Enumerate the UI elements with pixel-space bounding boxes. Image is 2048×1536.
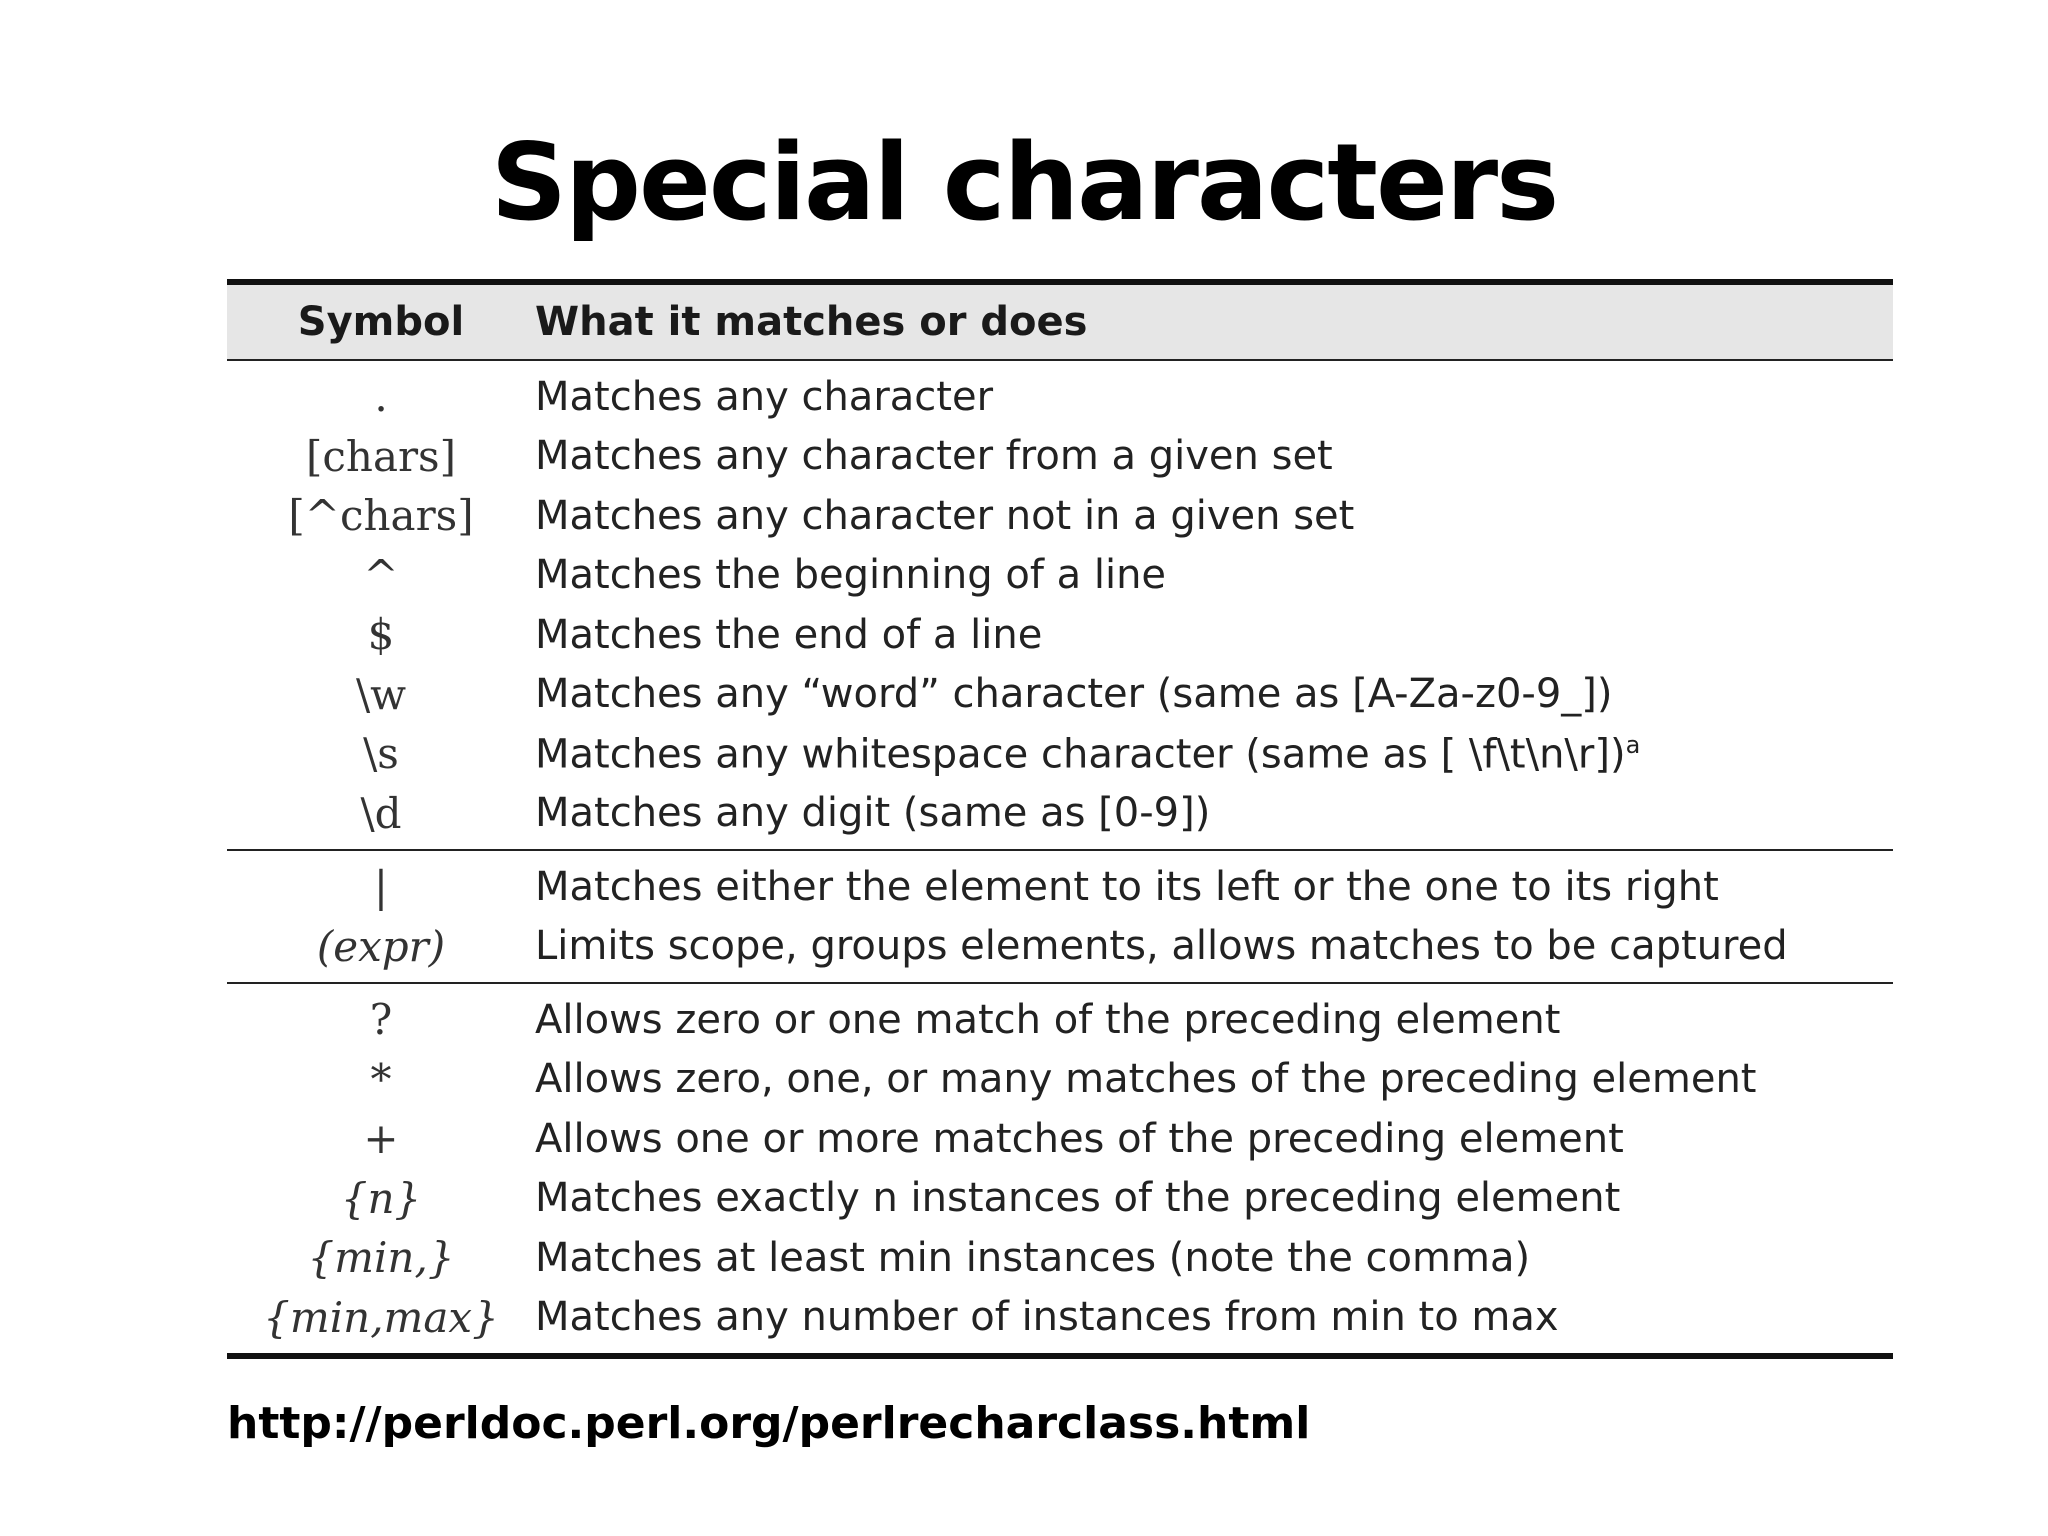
symbol-cell: + — [363, 1114, 399, 1164]
description-cell: Matches any “word” character (same as [A-Za-z0-9_]) — [535, 671, 1613, 718]
table-row — [227, 1228, 1893, 1288]
table-row — [227, 857, 1893, 917]
source-link[interactable]: http://perldoc.perl.org/perlrecharclass.html — [227, 1398, 1311, 1449]
description-cell: Matches the end of a line — [535, 611, 1043, 658]
symbol-cell: \w — [355, 669, 407, 719]
description-cell: Matches any character — [535, 373, 994, 420]
description-cell: Allows zero or one match of the preceding element — [535, 996, 1561, 1043]
table-group-quantifiers — [227, 982, 1893, 1353]
table-group-alternation — [227, 849, 1893, 982]
symbol-cell: * — [370, 1054, 392, 1104]
table-row — [227, 486, 1893, 546]
symbol-cell: $ — [367, 610, 395, 660]
symbol-cell: [^chars] — [288, 491, 474, 541]
description-text: Matches any whitespace character (same as [ \f\t\n\r]) — [535, 730, 1626, 777]
symbol-cell: \s — [363, 729, 399, 779]
symbol-cell: {min,max} — [263, 1292, 499, 1342]
symbol-cell: ^ — [363, 550, 399, 600]
description-cell: Limits scope, groups elements, allows matches to be captured — [535, 923, 1788, 970]
table-group-basic — [227, 361, 1893, 849]
table-row — [227, 546, 1893, 606]
footnote-marker: a — [1625, 730, 1641, 759]
header-description: What it matches or does — [535, 299, 1088, 345]
symbol-cell: (expr) — [316, 921, 446, 971]
table-row — [227, 784, 1893, 844]
symbol-cell: [chars] — [305, 431, 456, 481]
description-cell: Matches any digit (same as [0-9]) — [535, 790, 1211, 837]
description-cell: Matches any character not in a given set — [535, 492, 1355, 539]
table-row — [227, 1050, 1893, 1110]
description-cell — [535, 731, 1893, 777]
table-row — [227, 367, 1893, 427]
description-cell: Matches any number of instances from min to max — [535, 1294, 1559, 1341]
slide-title: Special characters — [490, 121, 1558, 244]
description-cell: Allows one or more matches of the preceding element — [535, 1115, 1624, 1162]
symbol-cell: {n} — [340, 1173, 422, 1223]
description-cell: Matches the beginning of a line — [535, 552, 1167, 599]
table-row — [227, 1288, 1893, 1348]
symbol-cell: ? — [369, 995, 393, 1045]
table-row — [227, 917, 1893, 977]
table-row — [227, 724, 1893, 784]
description-cell: Matches at least min instances (note the comma) — [535, 1234, 1531, 1281]
table-row — [227, 1109, 1893, 1169]
table-row — [227, 990, 1893, 1050]
table-row — [227, 427, 1893, 487]
symbol-cell: . — [374, 372, 388, 422]
header-symbol: Symbol — [297, 299, 465, 345]
table-header — [227, 285, 1893, 361]
table-row — [227, 1169, 1893, 1229]
table-row — [227, 605, 1893, 665]
description-cell: Matches either the element to its left or the one to its right — [535, 863, 1719, 910]
description-cell: Allows zero, one, or many matches of the preceding element — [535, 1056, 1757, 1103]
table-row — [227, 665, 1893, 725]
symbol-cell: {min,} — [307, 1233, 455, 1283]
symbol-cell: | — [373, 862, 389, 912]
description-cell: Matches exactly n instances of the preceding element — [535, 1175, 1621, 1222]
description-cell: Matches any character from a given set — [535, 433, 1333, 480]
special-characters-table — [227, 279, 1893, 1359]
symbol-cell: \d — [360, 788, 402, 838]
